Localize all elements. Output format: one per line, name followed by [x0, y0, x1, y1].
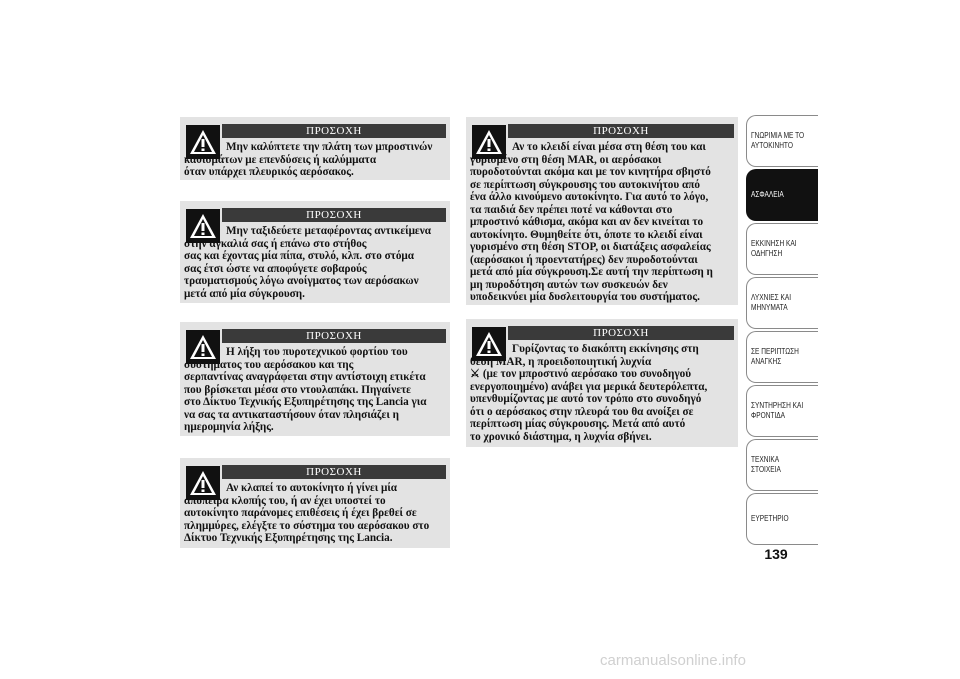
warning-box-5 [466, 117, 738, 305]
warning-box-6 [466, 319, 738, 447]
warning-text: Μην ταξιδεύετε μεταφέροντας αντικείμενα στην αγκαλιά σας ή επάνω στο στήθος σας και έχοντας μία πίπα, στυλό, κλπ. στο στόμα σας έτσι ώστε να αποφύγετε σοβαρούς τραυματισμούς λόγω ανοίγματος των αερόσακων μετά από μία σύγκρουση. [184, 225, 431, 300]
tab-label: ΣΕ ΠΕΡΙΠΤΩΣΗ ΑΝΑΓΚΗΣ [751, 347, 799, 366]
warning-text: Γυρίζοντας το διακόπτη εκκίνησης στη θέση MAR, η προειδοποιητική λυχνία ⚔ (με τον μπροστινό αερόσακο του συνοδηγού ενεργοποιημένο) ανάβει για μερικά δευτερόλεπτα, υπενθυμίζοντας με αυτό τον τρόπο στο συνοδηγό ότι ο αερόσακος στην πλευρά του θα ανοίξει σε περίπτωση μίας σύγκρουσης. Μετά από αυτό το χρονικό διάστημα, η λυχνία σβήνει. [470, 343, 708, 443]
warning-box-3 [180, 322, 450, 436]
tab-starting-driving[interactable] [746, 223, 818, 275]
warning-heading: ΠΡΟΣΟΧΗ [508, 124, 734, 138]
warning-text: Αν το κλειδί είναι μέσα στη θέση του και γυρισμένο στη θέση MAR, οι αερόσακοι πυροδοτούνται ακόμα και με τον κινητήρα σβηστό σε περίπτωση σύγκρουσης του αυτοκινήτου από ένα άλλο κινούμενο αυτοκίνητο. Για αυτό το λόγο, τα παιδιά δεν πρέπει ποτέ να κάθονται στο μπροστινό κάθισμα, ακόμα και αν δεν κινείται το αυτοκίνητο. Θυμηθείτε ότι, όποτε το κλειδί είναι γυρισμένο στη θέση STOP, οι διατάξεις ασφαλείας (αερόσακοι ή προεντατήρες) δεν πυροδοτούνται μετά από μία σύγκρουση.Σε αυτή την περίπτωση η μη πυροδότηση αυτών των συσκευών δεν υποδεικνύει μία δυσλειτουργία του συστήματος. [470, 141, 713, 303]
warning-heading: ΠΡΟΣΟΧΗ [222, 465, 446, 479]
tab-label: ΑΣΦΑΛΕΙΑ [751, 190, 784, 199]
tab-label: ΕΚΚΙΝΗΣΗ ΚΑΙ ΟΔΗΓΗΣΗ [751, 239, 797, 258]
tab-getting-to-know[interactable] [746, 115, 818, 167]
warning-box-2 [180, 201, 450, 303]
warning-box-1 [180, 117, 450, 180]
tab-label: ΣΥΝΤΗΡΗΣΗ ΚΑΙ ΦΡΟΝΤΙΔΑ [751, 401, 804, 420]
warning-text: Μην καλύπτετε την πλάτη των μπροστινών καθισμάτων με επενδύσεις ή καλύμματα όταν υπάρχει πλευρικός αερόσακος. [184, 141, 433, 178]
warning-text: Αν κλαπεί το αυτοκίνητο ή γίνει μία απόπειρα κλοπής του, ή αν έχει υποστεί το αυτοκίνητο παράνομες επιθέσεις ή έχει βρεθεί σε πλημμύρες, ελέγξτε το σύστημα του αερόσακου στο Δίκτυο Τεχνικής Εξυπηρέτησης της Lancia. [184, 482, 430, 544]
warning-box-4 [180, 458, 450, 548]
tab-emergency[interactable] [746, 331, 818, 383]
warning-heading: ΠΡΟΣΟΧΗ [222, 124, 446, 138]
tab-safety[interactable] [746, 169, 818, 221]
tab-label: ΓΝΩΡΙΜΙΑ ΜΕ ΤΟ ΑΥΤΟΚΙΝΗΤΟ [751, 131, 805, 150]
warning-heading: ΠΡΟΣΟΧΗ [222, 208, 446, 222]
warning-heading: ΠΡΟΣΟΧΗ [508, 326, 734, 340]
warning-text: Η λήξη του πυροτεχνικού φορτίου του συστήματος του αερόσακου και της σερπαντίνας αναγράφεται στην αντίστοιχη ετικέτα που βρίσκεται μέσα στο ντουλαπάκι. Πηγαίνετε στο Δίκτυο Τεχνικής Εξυπηρέτησης της Lancia για να σας τα αντικαταστήσουν όταν πλησιάζει η ημερομηνία λήξης. [184, 346, 427, 433]
tab-label: ΤΕΧΝΙΚΑ ΣΤΟΙΧΕΙΑ [751, 455, 781, 474]
tab-label: ΛΥΧΝΙΕΣ ΚΑΙ ΜΗΝΥΜΑΤΑ [751, 293, 792, 312]
page-number: 139 [764, 546, 788, 562]
tab-lights-messages[interactable] [746, 277, 818, 329]
tab-label: ΕΥΡΕΤΗΡΙΟ [751, 514, 789, 523]
tab-technical-data[interactable] [746, 439, 818, 491]
warning-heading: ΠΡΟΣΟΧΗ [222, 329, 446, 343]
watermark: carmanualsonline.info [600, 652, 746, 669]
tab-maintenance[interactable] [746, 385, 818, 437]
tab-index[interactable] [746, 493, 818, 545]
